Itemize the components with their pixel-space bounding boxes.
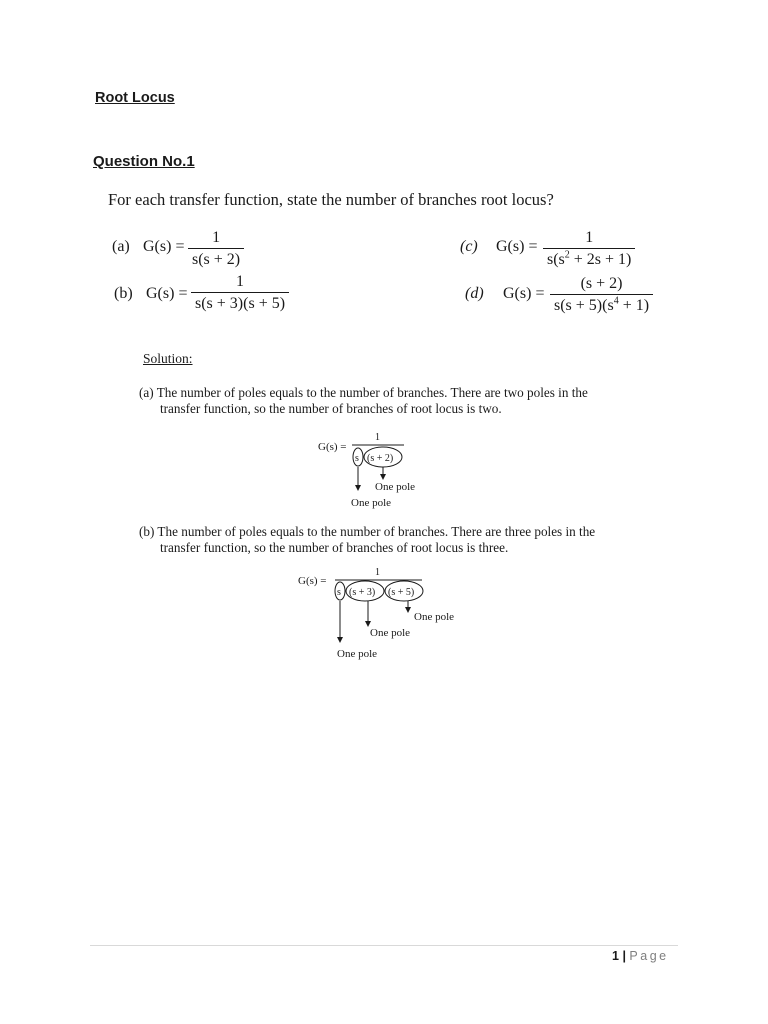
arrowhead (355, 485, 361, 491)
function-c-numerator: 1 (585, 229, 594, 246)
function-d-numerator: (s + 2) (580, 275, 623, 292)
figure-b-note1: One pole (414, 611, 455, 623)
figure-b-pole-diagram (290, 562, 480, 667)
figure-b-numerator: 1 (375, 567, 380, 578)
function-b-lhs: G(s) = (146, 285, 188, 302)
question-title: Question No.1 (93, 153, 195, 170)
function-b-label: (b) (114, 285, 133, 302)
figure-b-note2: One pole (370, 627, 411, 639)
arrowhead (337, 637, 343, 643)
figure-a-factor2: (s + 2) (367, 453, 394, 464)
function-c-label: (c) (460, 238, 478, 255)
function-c-lhs: G(s) = (496, 238, 538, 255)
page-word: Page (629, 949, 669, 963)
fraction-bar (188, 248, 244, 249)
function-b-denominator: s(s + 3)(s + 5) (195, 295, 286, 312)
footer-separator: | (622, 949, 626, 963)
figure-a-note1: One pole (375, 481, 416, 493)
function-d-lhs: G(s) = (503, 285, 545, 302)
function-a-fraction (188, 229, 244, 269)
fraction-bar (191, 292, 289, 293)
fraction-bar (550, 294, 653, 295)
function-b-numerator: 1 (236, 273, 245, 290)
figure-a-note2: One pole (351, 497, 392, 509)
arrowhead (380, 474, 386, 480)
arrowhead (405, 607, 411, 613)
function-d-denominator: $s(s + 5)(s^4 + 1)$ (554, 295, 650, 314)
function-a-numerator: 1 (212, 229, 221, 246)
figure-a-pole-diagram (300, 425, 470, 515)
function-a-label: (a) (112, 238, 130, 255)
fraction-bar (543, 248, 635, 249)
solution-label: Solution: (143, 351, 193, 366)
figure-b-factor2: (s + 3) (349, 587, 376, 598)
page-footer (612, 949, 669, 963)
function-a-lhs: G(s) = (143, 238, 185, 255)
figure-a-factor1: s (355, 453, 359, 464)
figure-b-lhs: G(s) = (298, 575, 327, 587)
solution-a-line2: transfer function, so the number of branches of root locus is two. (160, 401, 502, 416)
page-number: 1 (612, 949, 619, 963)
figure-b-factor1: s (337, 587, 341, 598)
function-b-fraction (191, 273, 289, 313)
page-heading: Root Locus (95, 90, 175, 106)
footer-divider (90, 945, 678, 946)
function-d-label: (d) (465, 285, 484, 302)
function-c-denominator: $s(s^2 + 2s + 1)$ (547, 249, 632, 268)
function-c-fraction (543, 229, 635, 269)
question-prompt: For each transfer function, state the number of branches root locus? (108, 190, 554, 209)
figure-a-lhs: G(s) = (318, 441, 347, 453)
figure-a-numerator: 1 (375, 432, 380, 443)
function-a-denominator: s(s + 2) (192, 251, 241, 268)
solution-b-line2: transfer function, so the number of branches of root locus is three. (160, 540, 509, 555)
solution-b-line1: (b) The number of poles equals to the number of branches. There are three poles in the (139, 524, 596, 539)
function-d-fraction (550, 275, 653, 315)
solution-a-line1: (a) The number of poles equals to the number of branches. There are two poles in the (139, 385, 588, 400)
figure-b-note3: One pole (337, 648, 378, 660)
figure-b-factor3: (s + 5) (388, 587, 415, 598)
